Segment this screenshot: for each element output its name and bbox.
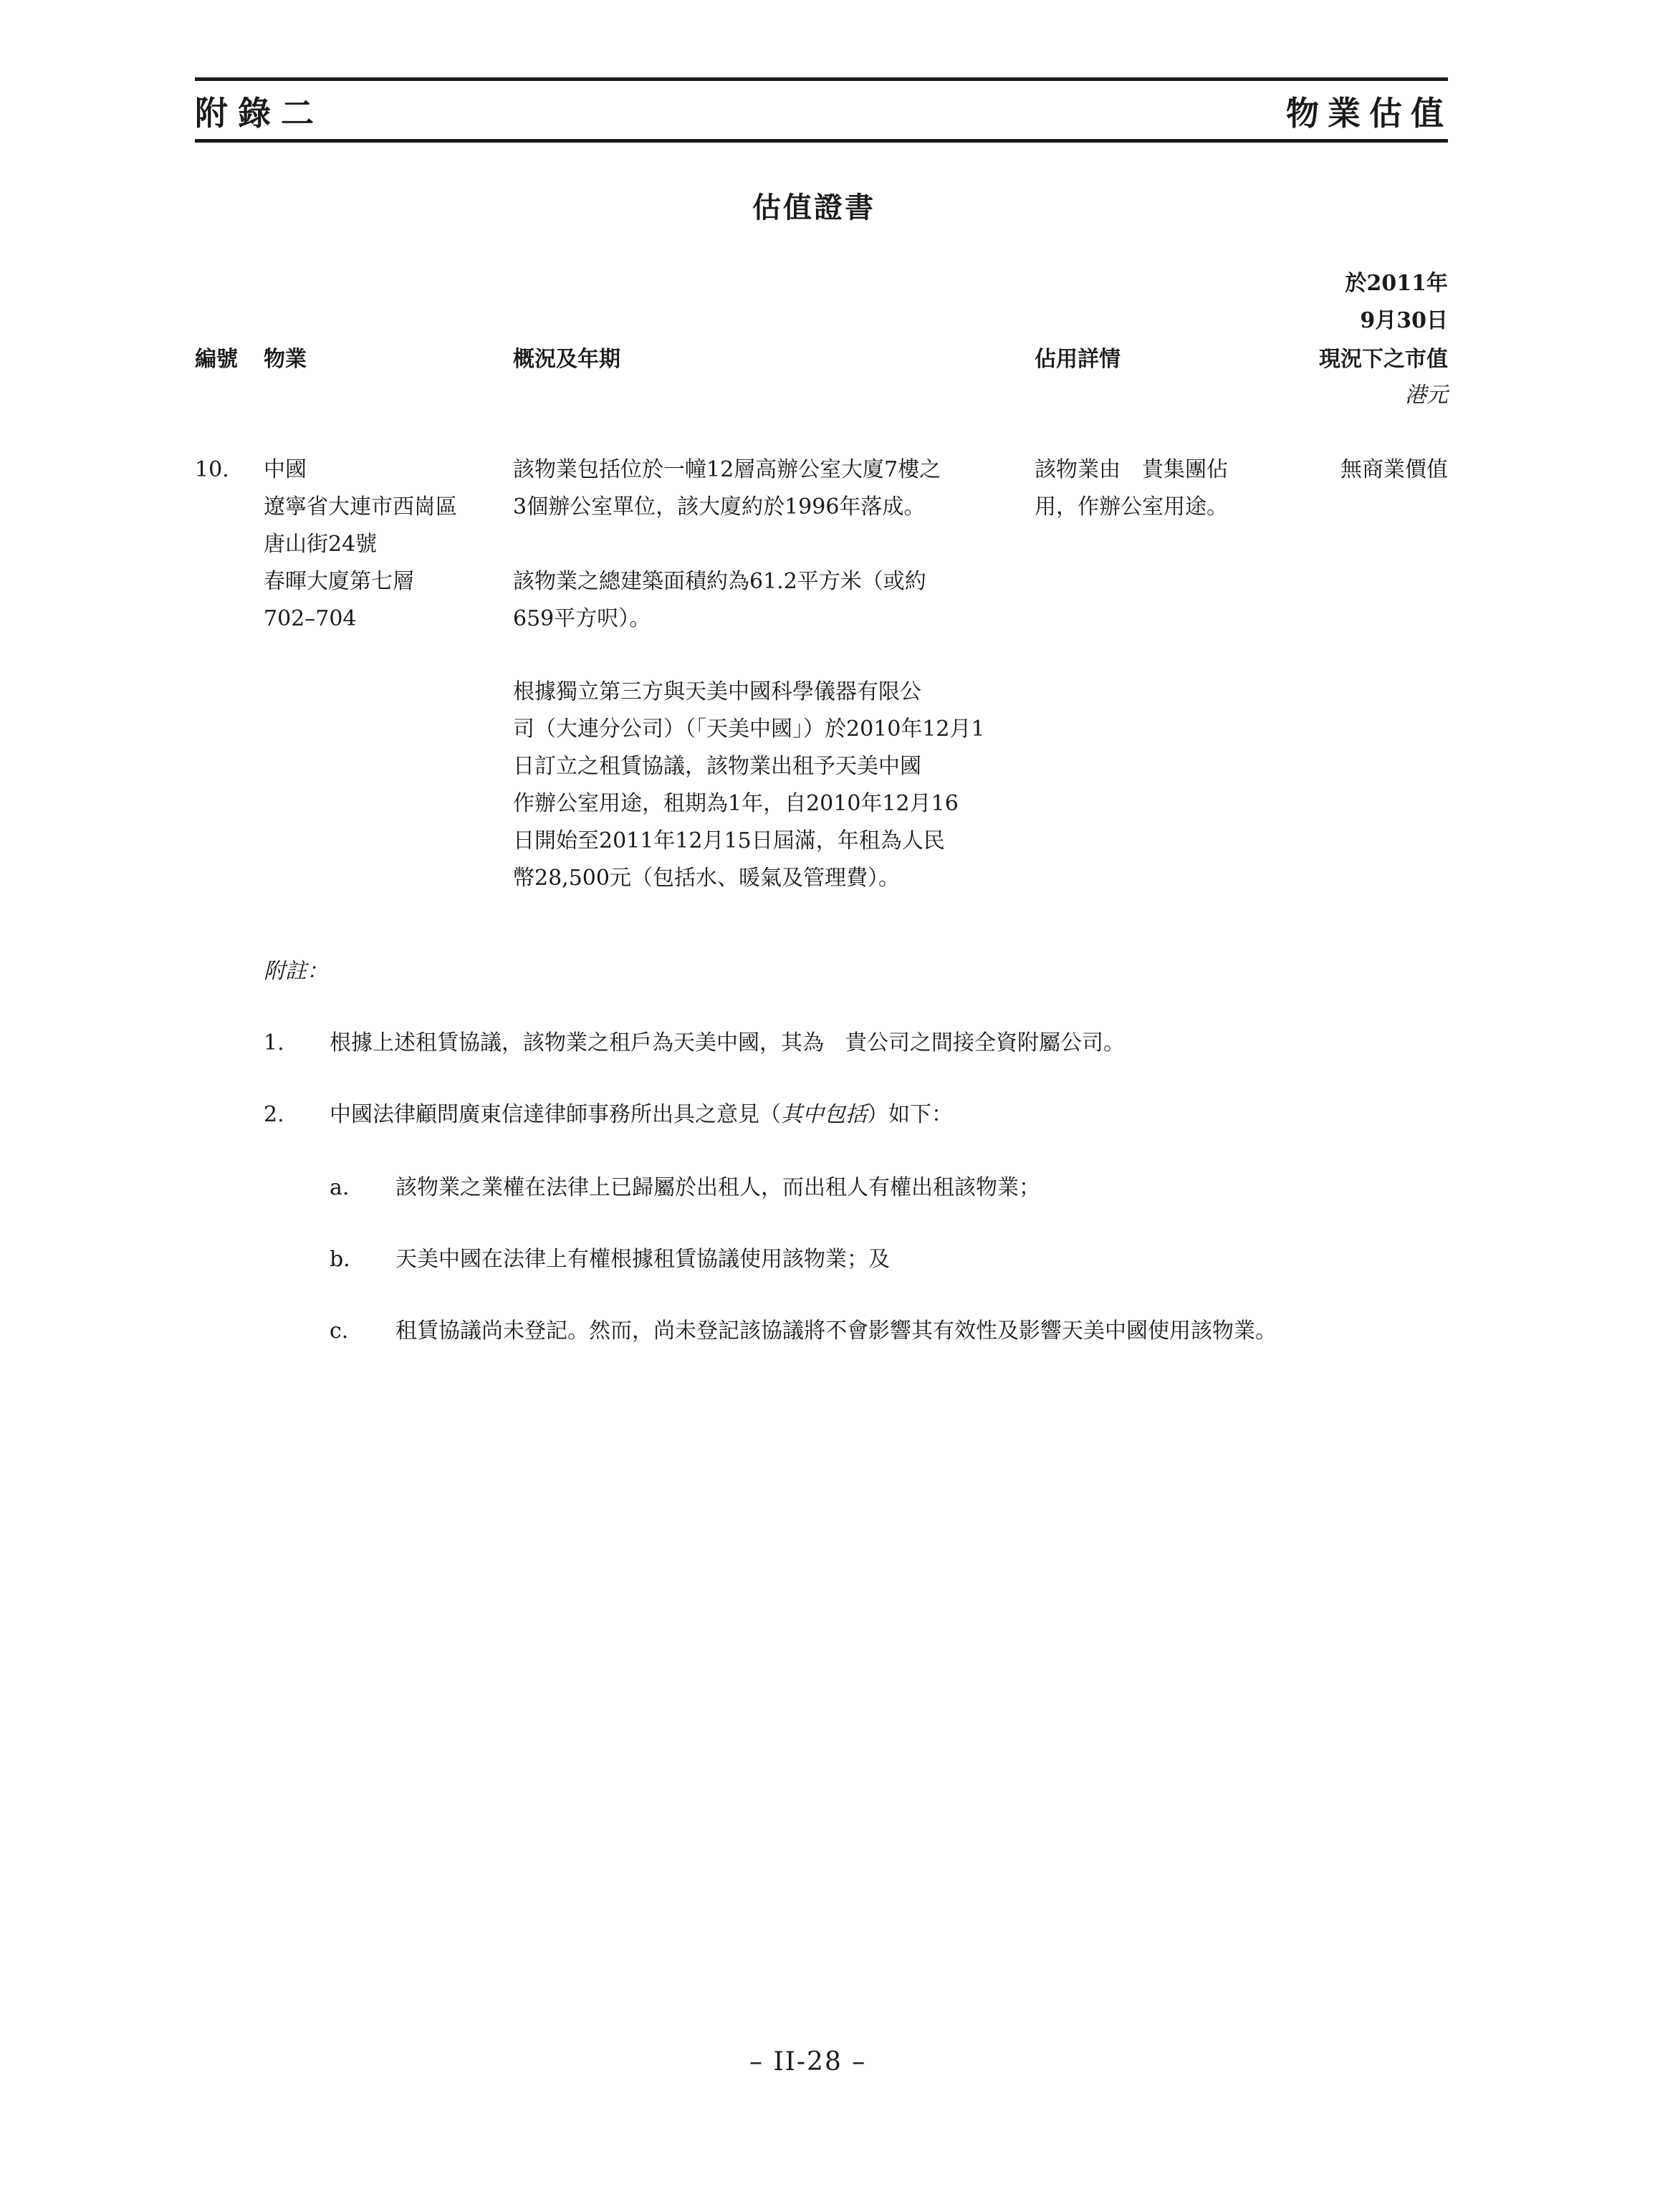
occupancy-details bbox=[1035, 451, 1228, 526]
description-paragraph-2 bbox=[513, 563, 926, 638]
property-line: 702–704 bbox=[264, 606, 357, 631]
description-line: 根據獨立第三方與天美中國科學儀器有限公 bbox=[513, 679, 921, 704]
note-text-before: 中國法律顧問廣東信達律師事務所出具之意見（ bbox=[330, 1102, 781, 1127]
note-text bbox=[330, 1101, 953, 1129]
occupancy-line: 該物業由 貴集團佔 bbox=[1035, 457, 1228, 482]
subnote-text: 該物業之業權在法律上已歸屬於出租人，而出租人有權出租該物業； bbox=[395, 1175, 1040, 1200]
description-line: 3個辦公室單位，該大廈約於1996年落成。 bbox=[513, 494, 926, 520]
page-number: – II-28 – bbox=[749, 2047, 867, 2077]
subnote-marker: a. bbox=[330, 1175, 350, 1200]
occupancy-line: 用，作辦公室用途。 bbox=[1035, 494, 1228, 520]
subnote-text: 天美中國在法律上有權根據租賃協議使用該物業；及 bbox=[395, 1247, 890, 1272]
property-line: 唐山街24號 bbox=[264, 532, 378, 557]
description-line: 日訂立之租賃協議，該物業出租予天美中國 bbox=[513, 754, 921, 779]
subnote-marker: b. bbox=[330, 1247, 350, 1272]
currency-label: 港元 bbox=[1405, 383, 1448, 408]
note-text-after: ）如下： bbox=[867, 1102, 953, 1127]
description-line: 日開始至2011年12月15日屆滿，年租為人民 bbox=[513, 828, 945, 853]
description-line: 司（大連分公司）（「天美中國」）於2010年12月1 bbox=[513, 717, 985, 742]
section-label: 物業估值 bbox=[1286, 94, 1452, 133]
appendix-label: 附錄二 bbox=[195, 94, 324, 133]
note-text: 根據上述租賃協議，該物業之租戶為天美中國，其為 貴公司之間接全資附屬公司。 bbox=[330, 1030, 1125, 1055]
note-text-italic: 其中包括 bbox=[781, 1102, 867, 1127]
property-line: 春暉大廈第七層 bbox=[264, 569, 414, 594]
date-header-line1: 於2011年 bbox=[1345, 271, 1448, 296]
note-marker: 1. bbox=[264, 1030, 284, 1055]
number-column-header: 編號 bbox=[195, 347, 238, 372]
description-line: 作辦公室用途，租期為1年，自2010年12月16 bbox=[513, 791, 959, 816]
note-marker: 2. bbox=[264, 1102, 284, 1127]
description-line: 幣28,500元（包括水、暖氣及管理費）。 bbox=[513, 866, 900, 891]
notes-heading: 附註： bbox=[264, 959, 328, 984]
occupancy-column-header: 佔用詳情 bbox=[1035, 347, 1121, 372]
description-paragraph-3 bbox=[513, 674, 985, 897]
description-paragraph-1 bbox=[513, 451, 941, 526]
property-line: 遼寧省大連市西崗區 bbox=[264, 494, 457, 520]
subnote-marker: c. bbox=[330, 1318, 349, 1344]
page-title: 估值證書 bbox=[752, 191, 875, 224]
property-column-header: 物業 bbox=[264, 347, 307, 372]
market-value-column-header: 現況下之市值 bbox=[1319, 347, 1448, 372]
subnote-text: 租賃協議尚未登記。然而，尚未登記該協議將不會影響其有效性及影響天美中國使用該物業。 bbox=[395, 1318, 1277, 1344]
description-line: 該物業包括位於一幢12層高辦公室大廈7樓之 bbox=[513, 457, 941, 482]
description-line: 該物業之總建築面積約為61.2平方米（或約 bbox=[513, 569, 926, 594]
property-line: 中國 bbox=[264, 457, 307, 482]
market-value: 無商業價值 bbox=[1340, 457, 1448, 482]
description-line: 659平方呎）。 bbox=[513, 606, 651, 631]
description-column-header: 概況及年期 bbox=[513, 347, 620, 372]
property-address bbox=[264, 451, 457, 638]
date-header-line2: 9月30日 bbox=[1360, 308, 1448, 333]
row-number: 10. bbox=[195, 457, 229, 482]
header-bottom-rule bbox=[195, 139, 1448, 143]
header-top-rule bbox=[195, 77, 1448, 81]
